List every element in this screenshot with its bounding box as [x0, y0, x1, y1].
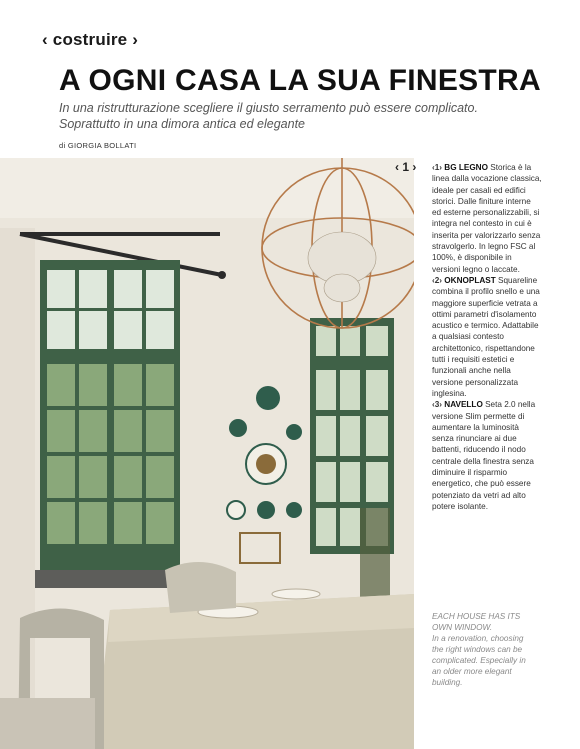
brand-name: BG LEGNO [444, 163, 488, 172]
item-number: ‹2› [432, 275, 443, 285]
byline: di GIORGIA BOLLATI [59, 141, 137, 150]
item-text: Squareline combina il profilo snello e una maggiore superficie vetrata a ottimi parametri d'isolamento acustico e termico. Adattabile a qualsiasi contesto architettonico, rispettandone tutti i requisiti estetici e funzionali anche nella versione personalizzata inglesina. [432, 275, 540, 398]
dining-room-illustration [0, 158, 417, 749]
english-summary [432, 611, 532, 688]
item-text: Storica è la linea dalla vocazione classica, ideale per casali ed edifici storici. Dalle finiture interne ed esterne personalizzabili, si integra nel contesto in cui è inserita per valorizzarlo senza stravolgerlo. In legno FSC al 100%, è disponibile in versioni legno o laccate. [432, 163, 542, 274]
article-title: A OGNI CASA LA SUA FINESTRA [59, 64, 541, 97]
product-descriptions [432, 162, 542, 512]
product-item-3 [432, 399, 542, 512]
item-number: ‹1› [432, 163, 443, 172]
brand-name: NAVELLO [444, 400, 483, 410]
english-title: EACH HOUSE HAS ITS OWN WINDOW. [432, 612, 521, 632]
english-text: In a renovation, choosing the right windows can be complicated. Especially in an older more elegant building. [432, 634, 526, 687]
photo-number-badge: ‹ 1 › [395, 160, 417, 174]
item-text: Seta 2.0 nella versione Slim permette di aumentare la luminosità senza rinunciare ai due battenti, riducendo il nodo centrale della finestra senza diminuire il risparmio energetico, che può essere potenziato da vetri ad alto potere isolante. [432, 400, 536, 511]
product-item-2 [432, 275, 542, 399]
interior-photo [0, 158, 417, 749]
article-subtitle: In una ristrutturazione scegliere il giusto serramento può essere complicato. Soprattutto in una dimora antica ed elegante [59, 101, 478, 131]
section-label: ‹ costruire › [42, 30, 139, 49]
product-item-1 [432, 162, 542, 275]
item-number: ‹3› [432, 400, 443, 410]
brand-name: OKNOPLAST [444, 275, 496, 285]
